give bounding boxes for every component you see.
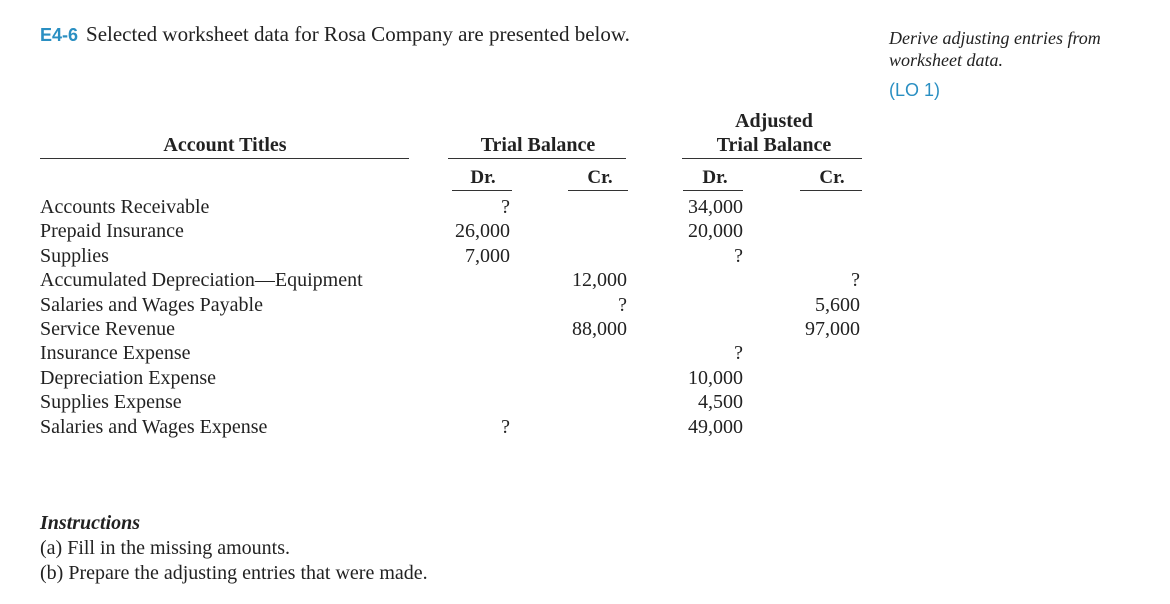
account-title: Depreciation Expense	[40, 366, 217, 389]
account-title: Service Revenue	[40, 318, 175, 341]
tb-dr-cell: ?	[501, 196, 510, 218]
atb-dr-column	[682, 195, 743, 439]
atb-dr-cell: ?	[734, 244, 743, 267]
tb-dr-cell	[452, 366, 510, 390]
instructions-list	[40, 536, 640, 586]
atb-cr-cell	[798, 219, 860, 243]
table-row	[40, 195, 440, 219]
atb-dr-cell: 34,000	[688, 196, 743, 218]
atb-dr-cell	[682, 293, 743, 317]
tb-dr-cell: 7,000	[465, 244, 510, 267]
tb-cr-cell: 88,000	[572, 318, 627, 341]
atb-dr-cell	[682, 317, 743, 341]
tb-cr-cell	[567, 390, 627, 414]
tb-cr-cell: ?	[618, 293, 627, 316]
tb-dr-cell	[452, 390, 510, 414]
exercise-intro: Selected worksheet data for Rosa Company are presented below.	[86, 22, 630, 46]
rule-tb-cr	[568, 190, 628, 191]
atb-cr-cell	[798, 341, 860, 365]
header-trial-balance: Trial Balance	[480, 134, 596, 156]
atb-cr-cell	[798, 390, 860, 414]
account-title: Supplies	[40, 244, 109, 267]
rule-trial	[448, 158, 626, 159]
table-row	[40, 293, 440, 317]
atb-cr-cell	[798, 366, 860, 390]
account-title: Salaries and Wages Expense	[40, 415, 268, 438]
instruction-item: (a) Fill in the missing amounts.	[40, 537, 290, 559]
tb-dr-cell	[452, 317, 510, 341]
account-title: Salaries and Wages Payable	[40, 293, 263, 316]
tb-cr-cell	[567, 341, 627, 365]
header-adjusted: Adjusted	[735, 110, 813, 132]
tb-cr-cell: 12,000	[572, 269, 627, 292]
rule-adjusted	[682, 158, 862, 159]
tb-cr-cell	[567, 195, 627, 219]
atb-dr-cell: ?	[734, 342, 743, 365]
tb-dr-cell: 26,000	[455, 220, 510, 243]
atb-cr-column	[798, 195, 860, 439]
account-column	[40, 195, 440, 439]
rule-account	[40, 158, 409, 159]
header-tb-dr: Dr.	[470, 167, 496, 188]
atb-dr-cell: 20,000	[688, 220, 743, 243]
tb-dr-cell	[452, 341, 510, 365]
table-row	[40, 244, 440, 268]
rule-atb-cr	[800, 190, 862, 191]
tb-cr-column	[567, 195, 627, 439]
account-title: Supplies Expense	[40, 391, 182, 414]
table-row	[40, 366, 440, 390]
atb-dr-cell: 49,000	[688, 415, 743, 438]
rule-atb-dr	[683, 190, 743, 191]
account-title: Insurance Expense	[40, 342, 191, 365]
table-row	[40, 415, 440, 439]
header-atb-cr: Cr.	[819, 167, 845, 188]
table-row	[40, 341, 440, 365]
rule-tb-dr	[452, 190, 512, 191]
tb-cr-cell	[567, 244, 627, 268]
atb-cr-cell	[798, 244, 860, 268]
tb-dr-cell	[452, 293, 510, 317]
atb-dr-cell: 4,500	[698, 391, 743, 414]
exercise-number: E4-6	[40, 25, 79, 45]
exercise-heading	[40, 22, 630, 47]
atb-cr-cell	[798, 415, 860, 439]
table-row	[40, 268, 440, 292]
instruction-item: (b) Prepare the adjusting entries that were made.	[40, 562, 428, 584]
account-title: Accumulated Depreciation—Equipment	[40, 269, 363, 292]
atb-dr-cell	[682, 268, 743, 292]
learning-objective: (LO 1)	[889, 80, 941, 100]
header-atb-dr: Dr.	[702, 167, 728, 188]
account-title: Accounts Receivable	[40, 196, 210, 218]
table-row	[40, 219, 440, 243]
tb-cr-cell	[567, 366, 627, 390]
tb-dr-column	[452, 195, 510, 439]
tb-dr-cell	[452, 268, 510, 292]
table-row	[40, 390, 440, 414]
tb-cr-cell	[567, 415, 627, 439]
atb-cr-cell: 5,600	[815, 293, 860, 316]
atb-dr-cell: 10,000	[688, 366, 743, 389]
sidebar-note: Derive adjusting entries from worksheet data.	[889, 28, 1101, 70]
header-account-titles: Account Titles	[163, 134, 287, 156]
atb-cr-cell: ?	[851, 269, 860, 292]
tb-dr-cell: ?	[501, 415, 510, 438]
header-adjusted-trial-balance: Trial Balance	[716, 134, 832, 156]
instructions-title: Instructions	[40, 512, 141, 534]
account-title: Prepaid Insurance	[40, 220, 184, 243]
atb-cr-cell	[798, 195, 860, 219]
tb-cr-cell	[567, 219, 627, 243]
table-row	[40, 317, 440, 341]
atb-cr-cell: 97,000	[805, 318, 860, 341]
header-tb-cr: Cr.	[587, 167, 613, 188]
